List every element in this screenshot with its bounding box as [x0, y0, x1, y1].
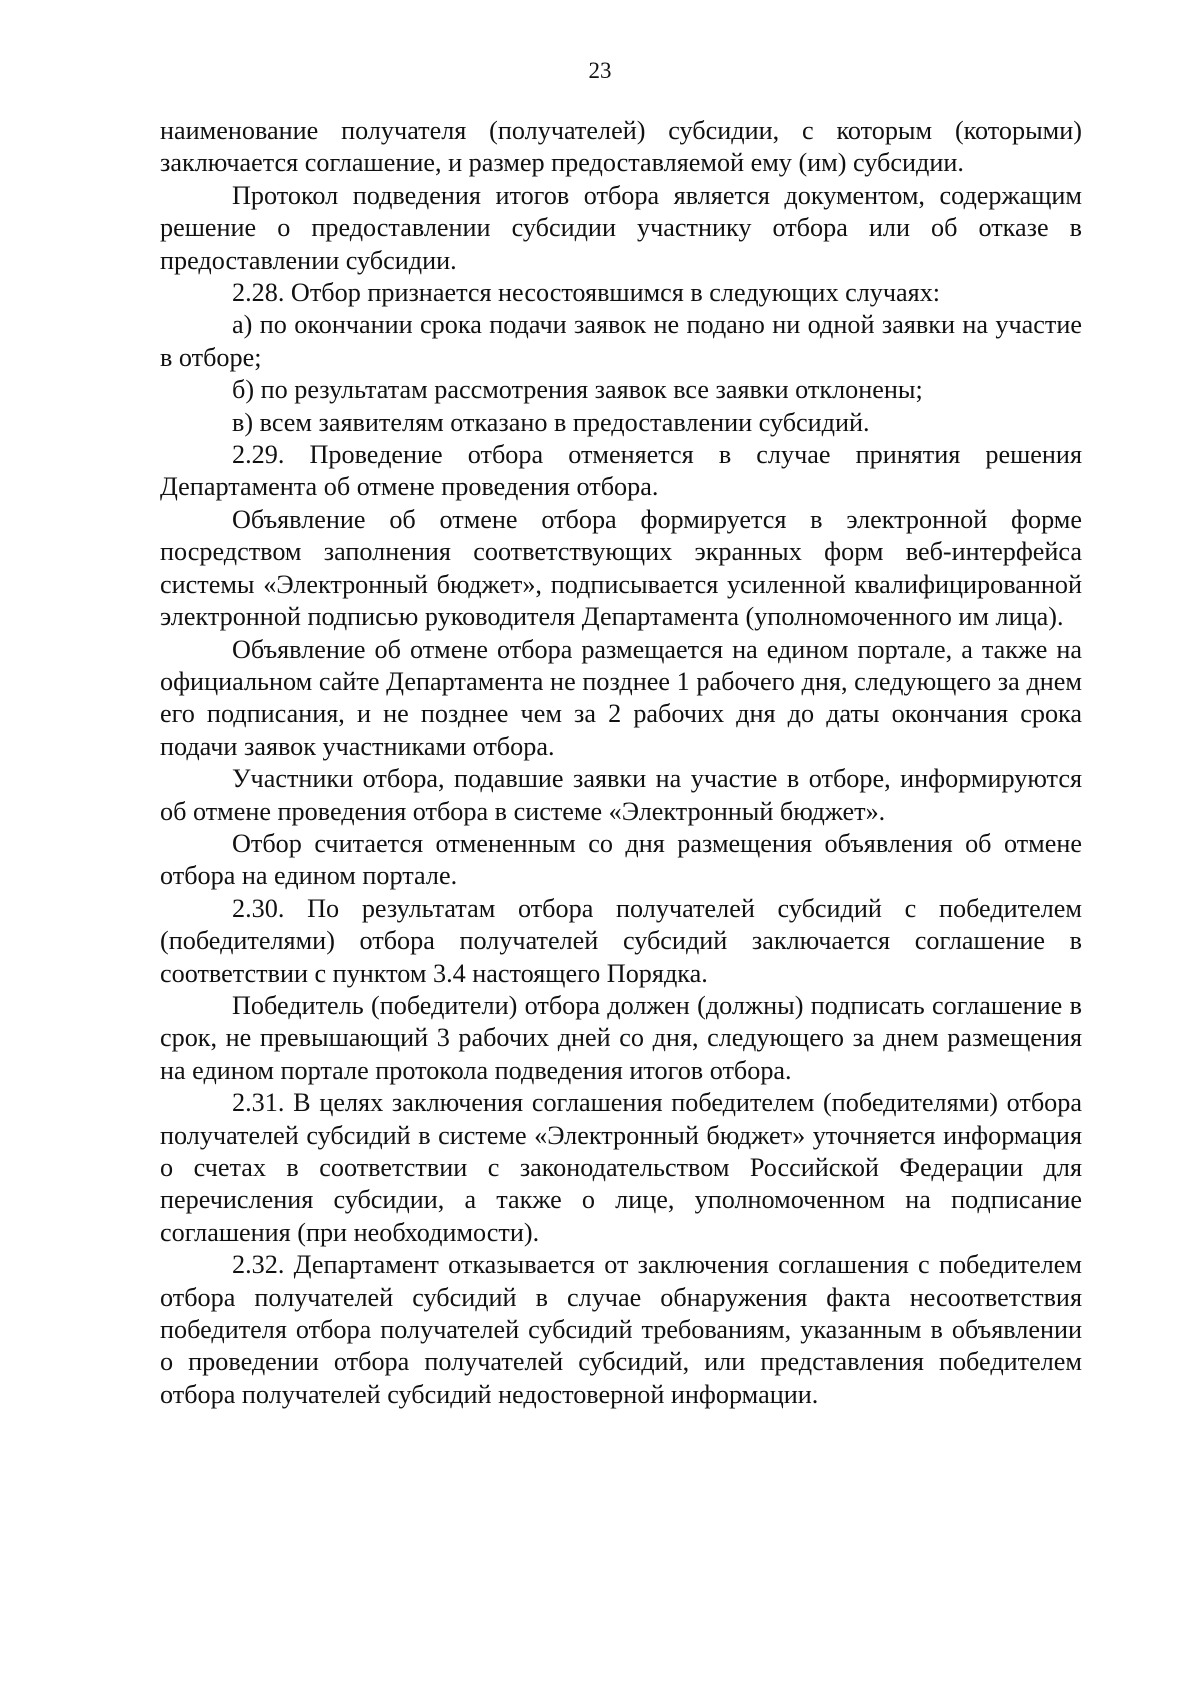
paragraph: 2.28. Отбор признается несостоявшимся в следующих случаях:	[232, 278, 941, 308]
paragraph: 2.29. Проведение отбора отменяется в случае принятия решения Департамента об отмене проведения отбора.	[160, 440, 1082, 502]
paragraph: Объявление об отмене отбора размещается на едином портале, а также на официальном сайте Департамента не позднее 1 рабочего дня, следующего за днем его подписания, и не позднее чем за 2 рабочих дня до даты окончания срока подачи заявок участниками отбора.	[160, 634, 1082, 761]
paragraph: 2.31. В целях заключения соглашения победителем (победителями) отбора получателей субсидий в системе «Электронный бюджет» уточняется информация о счетах в соответствии с законодательством Российской Федерации для перечисления субсидии, а также о лице, уполномоченном на подписание соглашения (при необходимости).	[160, 1088, 1082, 1247]
paragraph: Победитель (победители) отбора должен (должны) подписать соглашение в срок, не превышающий 3 рабочих дней со дня, следующего за днем размещения на едином портале протокола подведения итогов отбора.	[160, 990, 1082, 1085]
paragraph: в) всем заявителям отказано в предоставлении субсидий.	[232, 407, 870, 437]
paragraph: б) по результатам рассмотрения заявок все заявки отклонены;	[232, 375, 923, 405]
paragraph: наименование получателя (получателей) субсидии, с которым (которыми) заключается соглашение, и размер предоставляемой ему (им) субсидии.	[160, 116, 1082, 178]
document-body	[160, 115, 1082, 1411]
paragraph: Участники отбора, подавшие заявки на участие в отборе, информируются об отмене проведения отбора в системе «Электронный бюджет».	[160, 764, 1082, 826]
paragraph: Протокол подведения итогов отбора является документом, содержащим решение о предоставлении субсидии участнику отбора или об отказе в предоставлении субсидии.	[160, 180, 1082, 275]
paragraph: 2.32. Департамент отказывается от заключения соглашения с победителем отбора получателей субсидий в случае обнаружения факта несоответствия победителя отбора получателей субсидий требованиям, указанным в объявлении о проведении отбора получателей субсидий, или представления победителем отбора получателей субсидий недостоверной информации.	[160, 1250, 1082, 1409]
paragraph: Объявление об отмене отбора формируется в электронной форме посредством заполнения соответствующих экранных форм веб-интерфейса системы «Электронный бюджет», подписывается усиленной квалифицированной электронной подписью руководителя Департамента (уполномоченного им лица).	[160, 504, 1082, 632]
paragraph: Отбор считается отмененным со дня размещения объявления об отмене отбора на едином портале.	[160, 828, 1082, 891]
paragraph: а) по окончании срока подачи заявок не подано ни одной заявки на участие в отборе;	[160, 310, 1082, 372]
paragraph: 2.30. По результатам отбора получателей субсидий с победителем (победителями) отбора получателей субсидий заключается соглашение в соответствии с пунктом 3.4 настоящего Порядка.	[160, 893, 1082, 988]
page-number: 23	[588, 58, 612, 83]
